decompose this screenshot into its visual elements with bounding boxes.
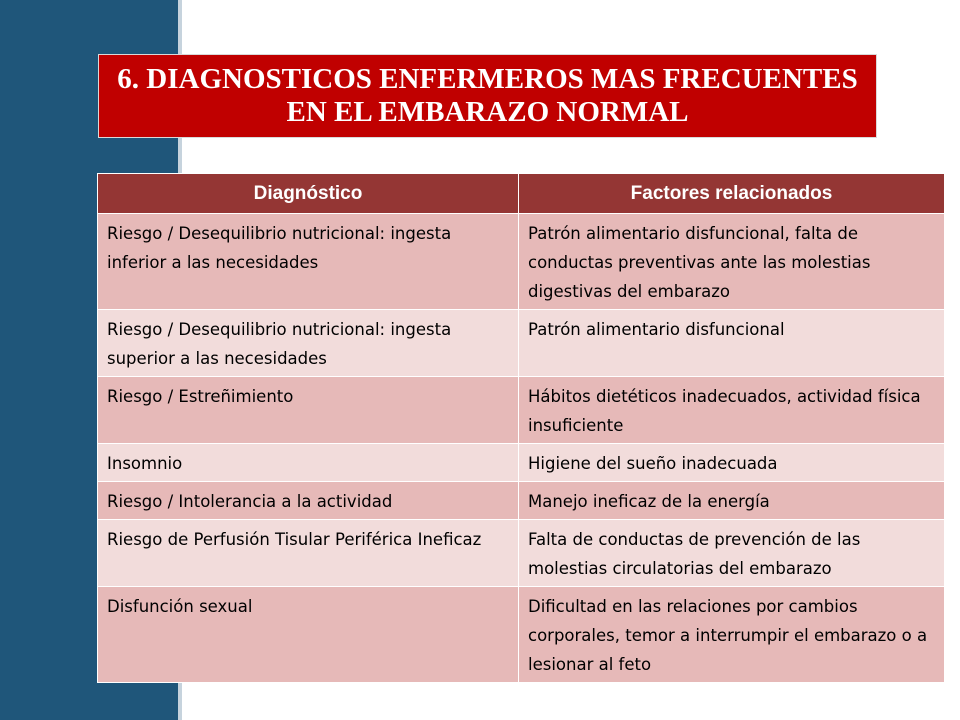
diagnosis-table: [97, 173, 945, 683]
diagnosis-cell: Insomnio: [98, 444, 519, 482]
table-row: [98, 377, 945, 444]
table-row: [98, 520, 945, 587]
diagnosis-cell: Riesgo de Perfusión Tisular Periférica Ineficaz: [98, 520, 519, 587]
header-diagnostico: Diagnóstico: [98, 174, 519, 214]
factors-cell: Patrón alimentario disfuncional: [519, 310, 945, 377]
table-row: [98, 587, 945, 683]
table-row: [98, 310, 945, 377]
factors-cell: Patrón alimentario disfuncional, falta de conductas preventivas ante las molestias digestivas del embarazo: [519, 214, 945, 310]
header-factores: Factores relacionados: [519, 174, 945, 214]
diagnosis-cell: Disfunción sexual: [98, 587, 519, 683]
table-row: [98, 444, 945, 482]
diagnosis-cell: Riesgo / Estreñimiento: [98, 377, 519, 444]
diagnosis-cell: Riesgo / Intolerancia a la actividad: [98, 482, 519, 520]
slide-title: [117, 63, 857, 129]
factors-cell: Manejo ineficaz de la energía: [519, 482, 945, 520]
title-line-2: EN EL EMBARAZO NORMAL: [286, 96, 689, 128]
factors-cell: Falta de conductas de prevención de las molestias circulatorias del embarazo: [519, 520, 945, 587]
slide-title-box: [98, 54, 877, 138]
factors-cell: Higiene del sueño inadecuada: [519, 444, 945, 482]
factors-cell: Dificultad en las relaciones por cambios corporales, temor a interrumpir el embarazo o a lesionar al feto: [519, 587, 945, 683]
table-header-row: [98, 174, 945, 214]
diagnosis-cell: Riesgo / Desequilibrio nutricional: ingesta superior a las necesidades: [98, 310, 519, 377]
table-row: [98, 214, 945, 310]
diagnosis-cell: Riesgo / Desequilibrio nutricional: ingesta inferior a las necesidades: [98, 214, 519, 310]
title-line-1: 6. DIAGNOSTICOS ENFERMEROS MAS FRECUENTES: [117, 63, 858, 95]
table-row: [98, 482, 945, 520]
factors-cell: Hábitos dietéticos inadecuados, actividad física insuficiente: [519, 377, 945, 444]
